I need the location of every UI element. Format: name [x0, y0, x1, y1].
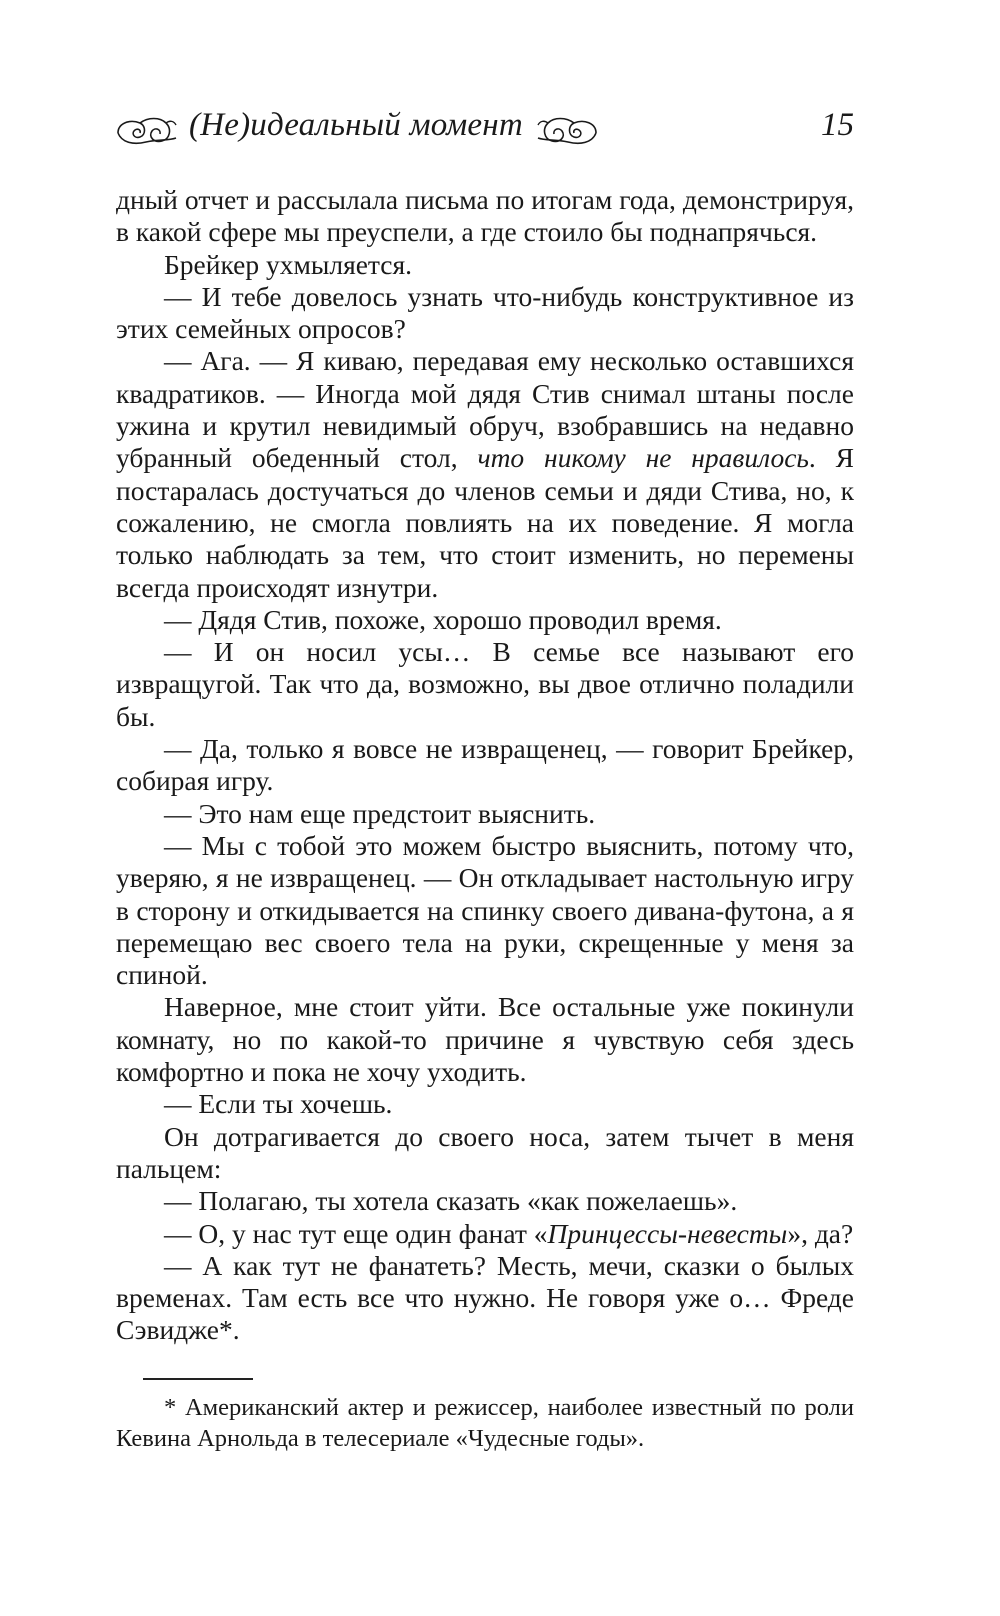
footnote: * Американский актер и режиссер, наиболее известный по роли Кевина Арнольда в телесериале «Чудесные годы». — [116, 1394, 854, 1452]
paragraph: дный отчет и рассылала письма по итогам года, демонстрируя, в какой сфере мы преуспели, а где стоило бы поднапрячься. — [116, 184, 854, 248]
paragraph: — И он носил усы… В семье все называют его извращугой. Так что да, возможно, вы двое отлично поладили бы. — [116, 636, 854, 732]
page-number: 15 — [821, 107, 854, 143]
emphasis-text: Принцессы-невесты — [547, 1217, 788, 1249]
text-run: — О, у нас тут еще один фанат « — [164, 1217, 548, 1249]
swirl-ornament-icon — [536, 113, 598, 152]
paragraph: — Если ты хочешь. — [164, 1088, 393, 1120]
swirl-ornament-icon — [116, 113, 178, 152]
paragraph: — Мы с тобой это можем быстро выяснить, потому что, уверяю, я не извращенец. — Он откладывает настольную игру в сторону и откидывается на спинку своего дивана-футона, а я перемещаю вес своего тела на руки, скрещенные у меня за спиной. — [116, 829, 854, 991]
running-header — [116, 105, 854, 155]
paragraph — [116, 345, 854, 603]
paragraph: Брейкер ухмыляется. — [164, 248, 413, 280]
running-title: (Не)идеальный момент — [189, 107, 523, 143]
paragraph: — А как тут не фанатеть? Месть, мечи, сказки о былых временах. Там есть все что нужно. Не говоря уже о… Фреде Сэвидже*. — [116, 1249, 854, 1346]
paragraph: — Да, только я вовсе не извращенец, — говорит Брейкер, собирая игру. — [116, 733, 854, 797]
paragraph: — Полагаю, ты хотела сказать «как пожелаешь». — [164, 1185, 738, 1217]
paragraph: — И тебе довелось узнать что-нибудь конструктивное из этих семейных опросов? — [116, 280, 854, 345]
paragraph: Он дотрагивается до своего носа, затем тычет в меня пальцем: — [116, 1120, 854, 1184]
paragraph: Наверное, мне стоит уйти. Все остальные уже покинули комнату, но по какой-то причине я чувствую себя здесь комфортно и пока не хочу уходить. — [116, 991, 854, 1088]
body-text — [116, 184, 854, 1347]
emphasis-text: что никому не нравилось — [477, 442, 809, 474]
paragraph — [116, 1218, 854, 1250]
text-run: », да? — [787, 1217, 854, 1249]
text-run: . Я постаралась достучаться до членов семьи и дяди Стива, но, к сожалению, не смогла повлиять на их поведение. Я могла только наблюдать за тем, что стоит изменить, но перемены всегда происходят изнутри. — [116, 442, 855, 603]
footnote-divider — [143, 1378, 253, 1380]
text-run: — Ага. — Я киваю, передавая ему несколько оставшихся квадратиков. — Иногда мой дядя Стив снимал штаны после ужина и крутил невидимый обруч, взобравшись на недавно убранный обеденный стол, — [116, 345, 854, 474]
paragraph: — Это нам еще предстоит выяснить. — [164, 797, 596, 829]
paragraph: — Дядя Стив, похоже, хорошо проводил время. — [164, 603, 722, 635]
